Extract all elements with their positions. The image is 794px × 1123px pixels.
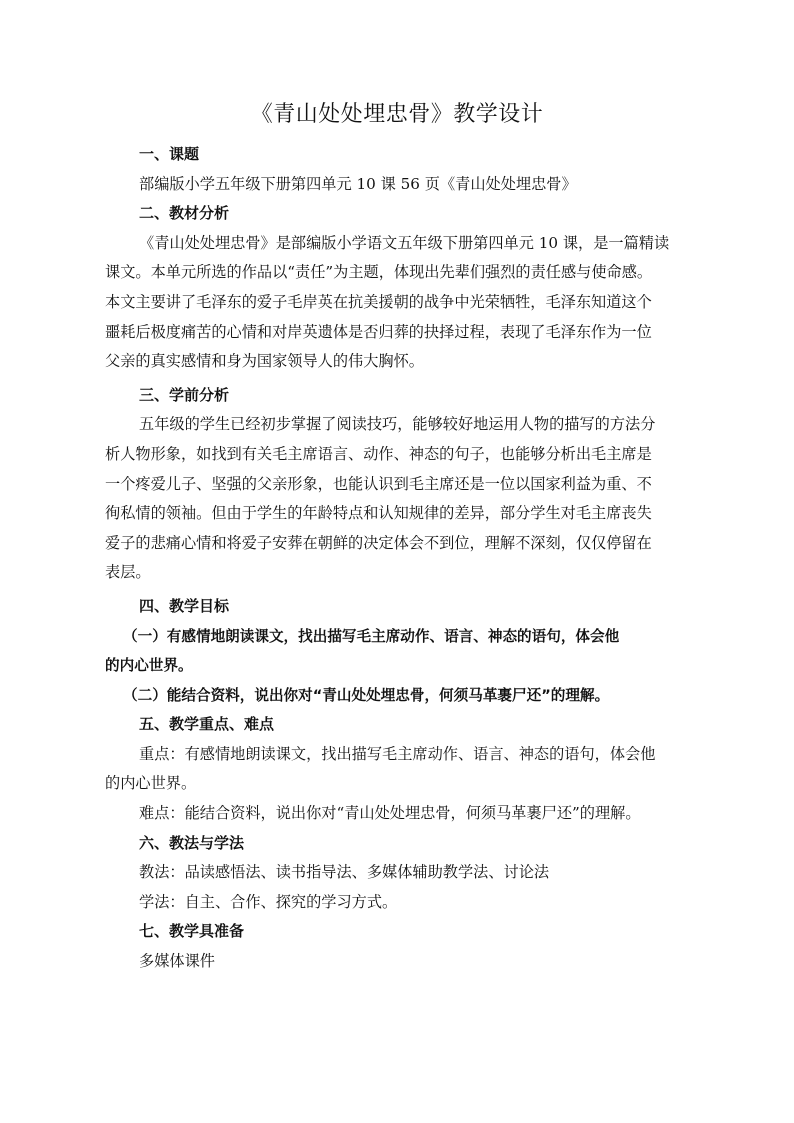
document-title: 《青山处处埋忠骨》教学设计: [250, 102, 544, 127]
paragraph-line: 析人物形象，如找到有关毛主席语言、动作、神态的句子，也能够分析出毛主席是: [105, 444, 652, 463]
paragraph-line: 爱子的悲痛心情和将爱子安葬在朝鲜的决定体会不到位，理解不深刻，仅仅停留在: [105, 533, 652, 552]
section-heading-teaching-goals: 四、教学目标: [139, 596, 230, 615]
paragraph-line: 本文主要讲了毛泽东的爱子毛岸英在抗美援朝的战争中光荣牺牲，毛泽东知道这个: [105, 292, 652, 311]
paragraph-line: 课文。本单元所选的作品以“责任”为主题，体现出先辈们强烈的责任感与使命感。: [105, 263, 653, 282]
section-heading-learner-analysis: 三、学前分析: [139, 385, 230, 404]
section-heading-methods: 六、教法与学法: [139, 833, 245, 852]
document-body: [105, 140, 695, 977]
paragraph-line: 部编版小学五年级下册第四单元 10 课 56 页《青山处处埋忠骨》: [139, 174, 577, 193]
paragraph-line: 噩耗后极度痛苦的心情和对岸英遗体是否归葬的抉择过程，表现了毛泽东作为一位: [105, 322, 652, 341]
paragraph-line: 父亲的真实感情和身为国家领导人的伟大胸怀。: [105, 352, 424, 371]
section-heading-textbook-analysis: 二、教材分析: [139, 204, 230, 223]
paragraph-line: 徇私情的领袖。但由于学生的年龄特点和认知规律的差异，部分学生对毛主席丧失: [105, 504, 652, 523]
paragraph-line: 教法：品读感悟法、读书指导法、多媒体辅助教学法、讨论法: [139, 863, 550, 882]
section-heading-topic: 一、课题: [139, 145, 200, 163]
paragraph-line: 五年级的学生已经初步掌握了阅读技巧，能够较好地运用人物的描写的方法分: [139, 415, 656, 434]
goal-line: （二）能结合资料，说出你对“青山处处埋忠骨，何须马革裹尸还”的理解。: [123, 686, 610, 704]
paragraph-line: 重点：有感情地朗读课文，找出描写毛主席动作、语言、神态的语句，体会他: [139, 744, 656, 763]
goal-line: 的内心世界。: [105, 657, 193, 675]
goal-line: （一）有感情地朗读课文，找出描写毛主席动作、语言、神态的语句，体会他: [123, 627, 620, 645]
paragraph-line: 《青山处处埋忠骨》是部编版小学语文五年级下册第四单元 10 课，是一篇精读: [139, 233, 670, 252]
section-heading-materials: 七、教学具准备: [139, 922, 245, 941]
paragraph-line: 多媒体课件: [139, 952, 215, 971]
paragraph-line: 难点：能结合资料，说出你对“青山处处埋忠骨，何须马革裹尸还”的理解。: [139, 804, 641, 823]
paragraph-line: 的内心世界。: [105, 774, 197, 793]
paragraph-line: 一个疼爱儿子、坚强的父亲形象，也能认识到毛主席还是一位以国家利益为重、不: [105, 474, 652, 493]
paragraph-line: 表层。: [105, 563, 151, 582]
paragraph-line: 学法：自主、合作、探究的学习方式。: [139, 892, 398, 911]
section-heading-key-points: 五、教学重点、难点: [139, 715, 275, 734]
